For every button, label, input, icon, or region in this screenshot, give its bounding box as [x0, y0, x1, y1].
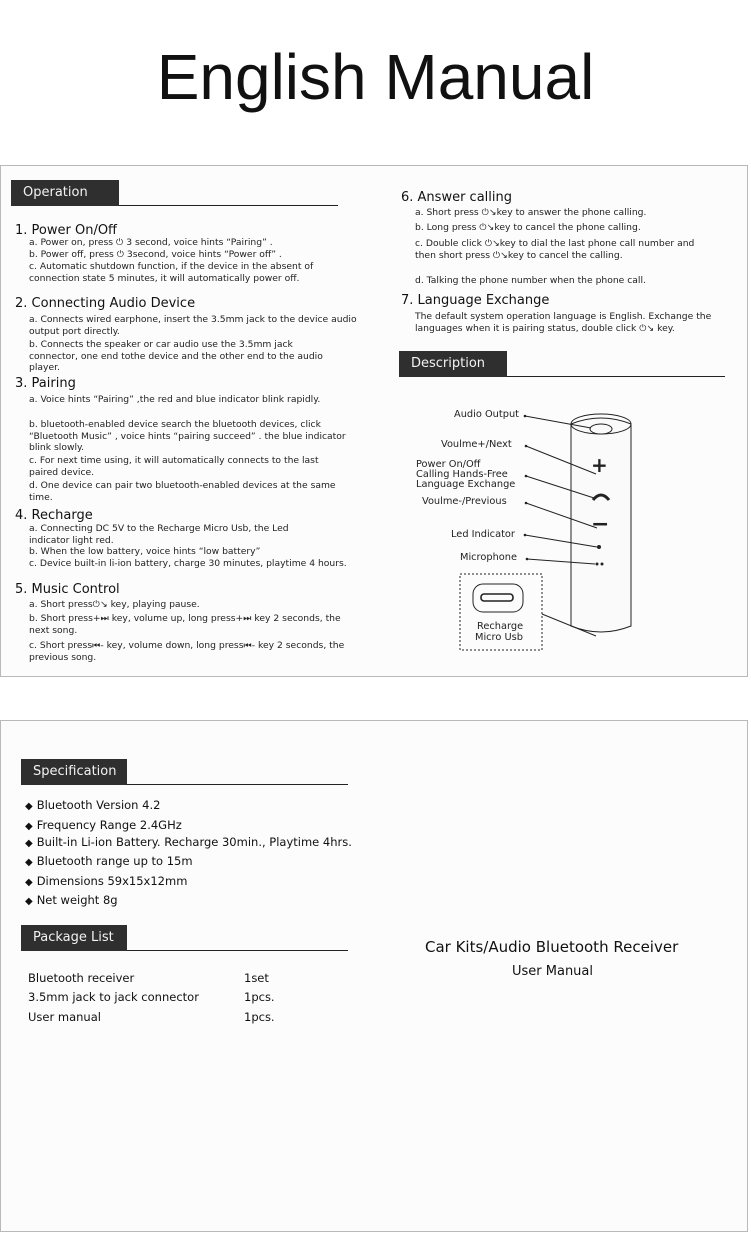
section-item: b. Power off, press ⏻ 3second, voice hints “Power off” . [29, 249, 282, 260]
usb-port-inner [481, 594, 513, 601]
spec-item: ◆ Bluetooth range up to 15m [25, 854, 193, 868]
label-mic: Microphone [460, 552, 518, 563]
cover-subtitle: User Manual [512, 964, 594, 979]
section-item: c. Automatic shutdown function, if the device in the absent of connection state 5 minutes, it will automatically power off. [29, 261, 314, 284]
section-item: a. Power on, press ⏻ 3 second, voice hints “Pairing” . [29, 237, 273, 248]
spec-item: ◆ Frequency Range 2.4GHz [25, 818, 182, 832]
section-item: a. Connecting DC 5V to the Recharge Micro Usb, the Led indicator light red. [29, 523, 289, 546]
manual-page-specification [0, 720, 748, 1232]
section-item: a. Short press ⏻↘key to answer the phone calling. [415, 207, 647, 218]
specification-header-label: Specification [21, 759, 127, 785]
package-item-qty: 1pcs. [244, 990, 275, 1004]
section-item: d. One device can pair two bluetooth-enabled devices at the same time. [29, 480, 336, 503]
section-item: c. Short press⏮- key, volume down, long press⏮- key 2 seconds, the previous song. [29, 640, 345, 663]
section-item: b. bluetooth-enabled device search the bluetooth devices, click “Bluetooth Music” , voice hints “pairing succeed” . the blue indicator blink slowly. [29, 419, 346, 453]
package-item-name: 3.5mm jack to jack connector [28, 990, 199, 1004]
label-calling: Calling Hands-Free [416, 469, 508, 480]
section-item: c. Device built-in li-ion battery, charge 30 minutes, playtime 4 hours. [29, 558, 347, 569]
section-item: c. For next time using, it will automatically connects to the last paired device. [29, 455, 319, 478]
package-header-label: Package List [21, 925, 127, 951]
package-item-qty: 1set [244, 971, 269, 985]
section-item: c. Double click ⏻↘key to dial the last phone call number and then short press ⏻↘key to cancel the calling. [415, 238, 695, 261]
description-header-label: Description [399, 351, 507, 377]
specification-header-rule [127, 784, 348, 785]
spec-item: ◆ Bluetooth Version 4.2 [25, 798, 161, 812]
operation-header-label: Operation [11, 180, 119, 206]
section-heading: 5. Music Control [15, 582, 120, 597]
label-language: Language Exchange [416, 479, 516, 490]
section-item: d. Talking the phone number when the phone call. [415, 275, 646, 286]
microphone-dot-1 [596, 563, 598, 565]
section-item: b. Long press ⏻↘key to cancel the phone calling. [415, 222, 641, 233]
spec-item: ◆ Net weight 8g [25, 893, 118, 907]
device-diagram [1, 166, 749, 678]
label-micro-usb: Micro Usb [475, 632, 523, 643]
label-audio-output: Audio Output [454, 409, 519, 420]
plus-button-icon: + [591, 453, 608, 477]
section-item: b. When the low battery, voice hints “low battery” [29, 546, 261, 557]
section-heading: 1. Power On/Off [15, 223, 118, 238]
section-item: b. Connects the speaker or car audio use the 3.5mm jack connector, one end tothe device and the other end to the audio player. [29, 339, 323, 373]
label-volume-minus: Voulme-/Previous [422, 496, 507, 507]
page-title: English Manual [156, 41, 595, 113]
section-heading: 2. Connecting Audio Device [15, 296, 196, 311]
section-item: b. Short press+⏭ key, volume up, long press+⏭ key 2 seconds, the next song. [29, 613, 341, 636]
label-led: Led Indicator [451, 529, 515, 540]
section-heading: 7. Language Exchange [401, 293, 550, 308]
section-item: a. Voice hints “Pairing” ,the red and blue indicator blink rapidly. [29, 394, 321, 405]
manual-page-operation [0, 165, 748, 677]
label-power: Power On/Off [416, 459, 481, 470]
label-recharge: Recharge [477, 621, 524, 632]
section-item: a. Short press⏻↘ key, playing pause. [29, 599, 200, 610]
cover-title: Car Kits/Audio Bluetooth Receiver [425, 938, 679, 956]
minus-button-icon: − [591, 512, 610, 537]
section-heading: 4. Recharge [15, 508, 93, 523]
microphone-dot-2 [601, 563, 603, 565]
spec-item: ◆ Dimensions 59x15x12mm [25, 874, 188, 888]
section-item: The default system operation language is English. Exchange the languages when it is pairing status, double click ⏻↘ key. [415, 311, 712, 334]
section-heading: 3. Pairing [15, 376, 76, 391]
package-item-name: User manual [28, 1010, 101, 1024]
spec-item: ◆ Built-in Li-ion Battery. Recharge 30min., Playtime 4hrs. [25, 835, 352, 849]
led-indicator-dot [598, 546, 601, 549]
package-header-rule [127, 950, 348, 951]
package-item-qty: 1pcs. [244, 1010, 275, 1024]
section-item: a. Connects wired earphone, insert the 3.5mm jack to the device audio output port directly. [29, 314, 357, 337]
specification-header [21, 759, 348, 785]
package-item-name: Bluetooth receiver [28, 971, 135, 985]
label-volume-plus: Voulme+/Next [441, 439, 512, 450]
package-header [21, 925, 348, 951]
section-heading: 6. Answer calling [401, 190, 512, 205]
